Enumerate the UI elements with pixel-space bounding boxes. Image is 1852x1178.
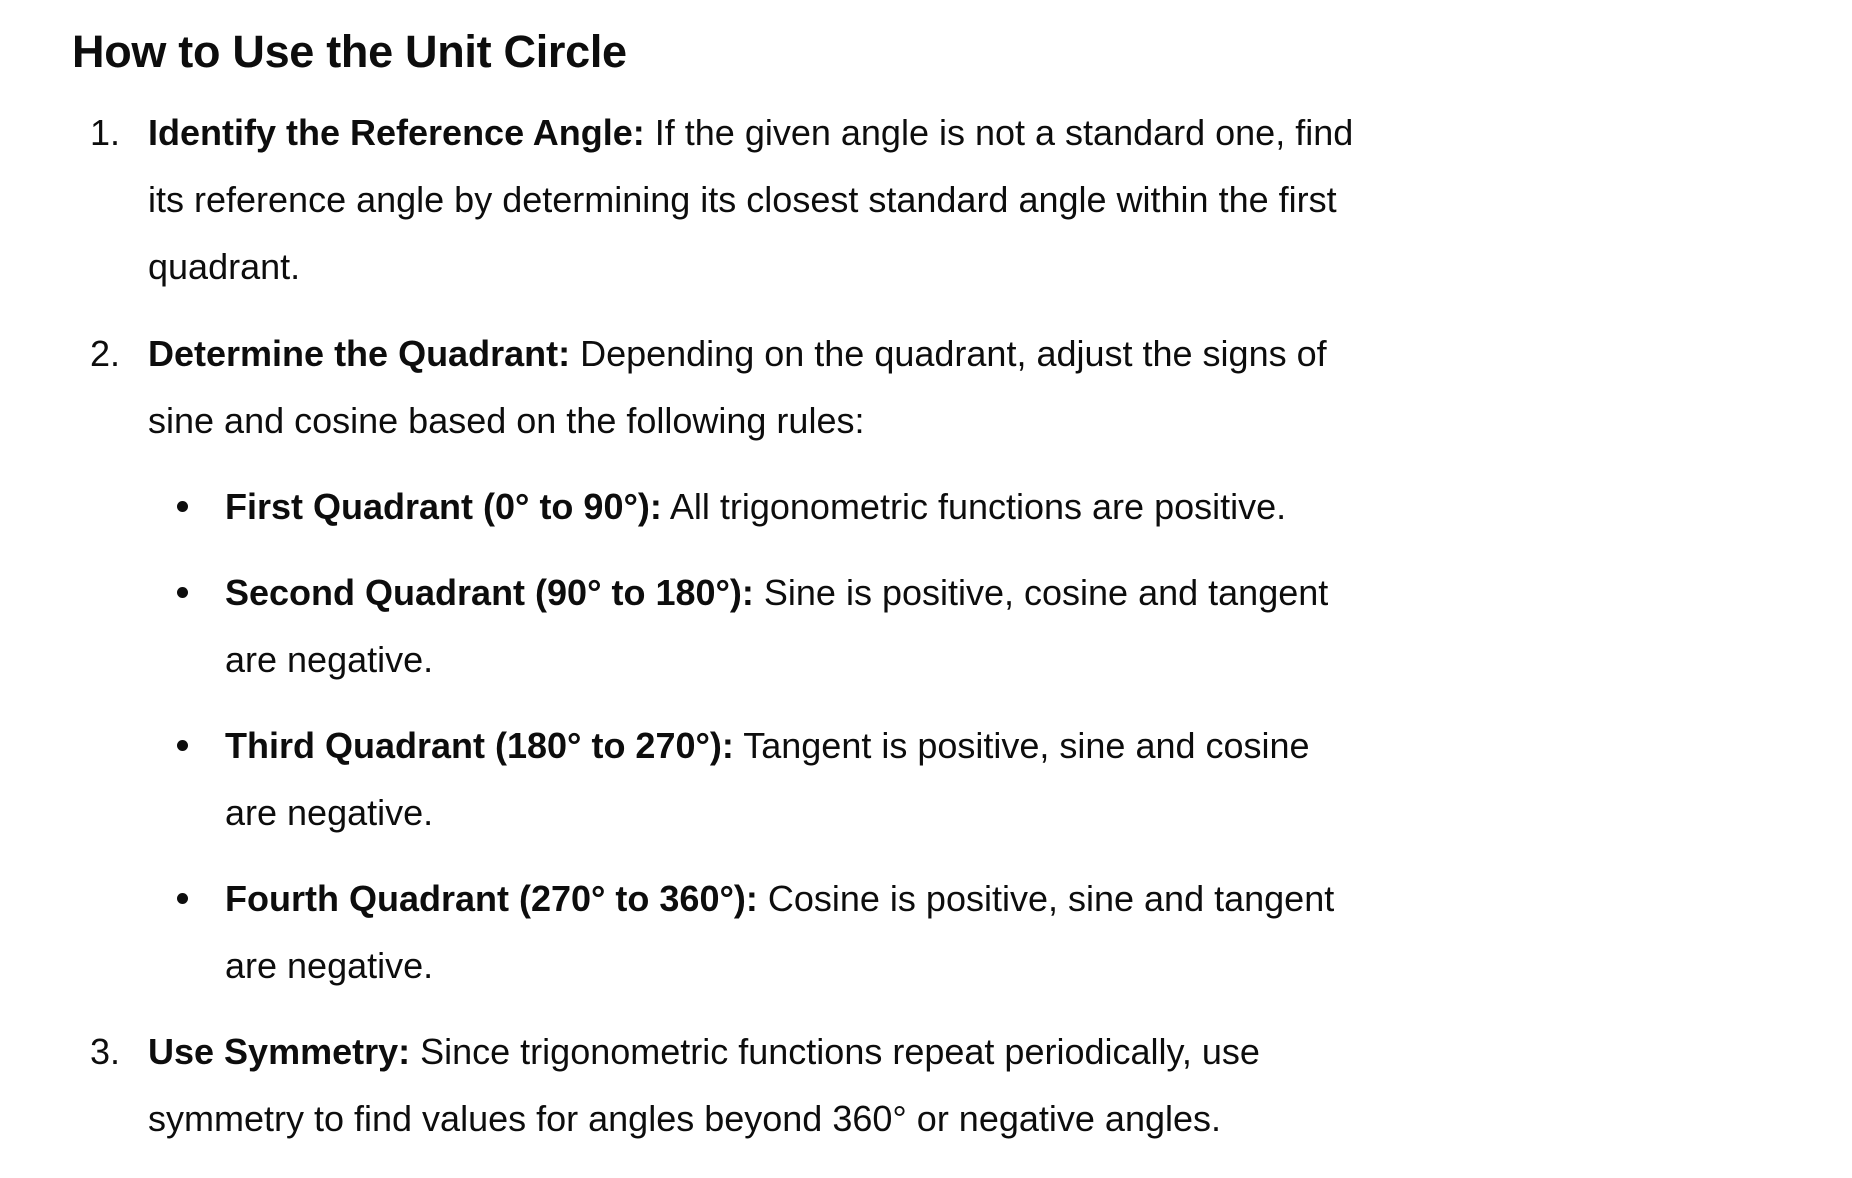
bullet-body: Sine is positive, cosine and tangent	[753, 572, 1329, 613]
list-item-text	[148, 320, 1468, 454]
text-line	[148, 320, 1468, 387]
bullet-text	[225, 559, 1485, 693]
text-line: are negative.	[225, 792, 434, 833]
bullet-body: All trigonometric functions are positive.	[661, 486, 1287, 527]
text-line	[148, 1018, 1468, 1085]
list-item-text	[148, 1018, 1468, 1152]
text-line: its reference angle by determining its closest standard angle within the first	[148, 179, 1337, 220]
bullet-label: Second Quadrant (90° to 180°):	[225, 572, 754, 613]
bullet-body: Tangent is positive, sine and cosine	[733, 725, 1310, 766]
text-line: are negative.	[225, 639, 434, 680]
step-label: Determine the Quadrant:	[148, 333, 571, 374]
list-item-text	[148, 99, 1468, 300]
text-line	[225, 712, 1485, 779]
bullet-dot	[177, 740, 188, 751]
text-line: symmetry to find values for angles beyond 360° or negative angles.	[148, 1098, 1222, 1139]
step-label: Identify the Reference Angle:	[148, 112, 645, 153]
bullet-dot	[177, 587, 188, 598]
bullet-text	[225, 712, 1485, 846]
bullet-text	[225, 473, 1485, 540]
bullet-body: Cosine is positive, sine and tangent	[757, 878, 1335, 919]
bullet-label: First Quadrant (0° to 90°):	[225, 486, 662, 527]
page-title: How to Use the Unit Circle	[72, 26, 627, 77]
bullet-label: Fourth Quadrant (270° to 360°):	[225, 878, 758, 919]
text-line: quadrant.	[148, 246, 301, 287]
text-line: sine and cosine based on the following rules:	[148, 400, 865, 441]
bullet-dot	[177, 893, 188, 904]
step-text: Since trigonometric functions repeat periodically, use	[410, 1031, 1260, 1072]
bullet-dot	[177, 501, 188, 512]
step-label: Use Symmetry:	[148, 1031, 411, 1072]
text-line	[225, 559, 1485, 626]
list-number: 3.	[90, 1031, 121, 1072]
text-line	[225, 865, 1485, 932]
step-text: If the given angle is not a standard one, find	[644, 112, 1354, 153]
text-line: are negative.	[225, 945, 434, 986]
list-number: 2.	[90, 333, 121, 374]
text-line	[225, 473, 1485, 540]
text-line	[148, 99, 1468, 166]
bullet-text	[225, 865, 1485, 999]
list-number: 1.	[90, 112, 121, 153]
step-text: Depending on the quadrant, adjust the signs of	[570, 333, 1327, 374]
bullet-label: Third Quadrant (180° to 270°):	[225, 725, 734, 766]
